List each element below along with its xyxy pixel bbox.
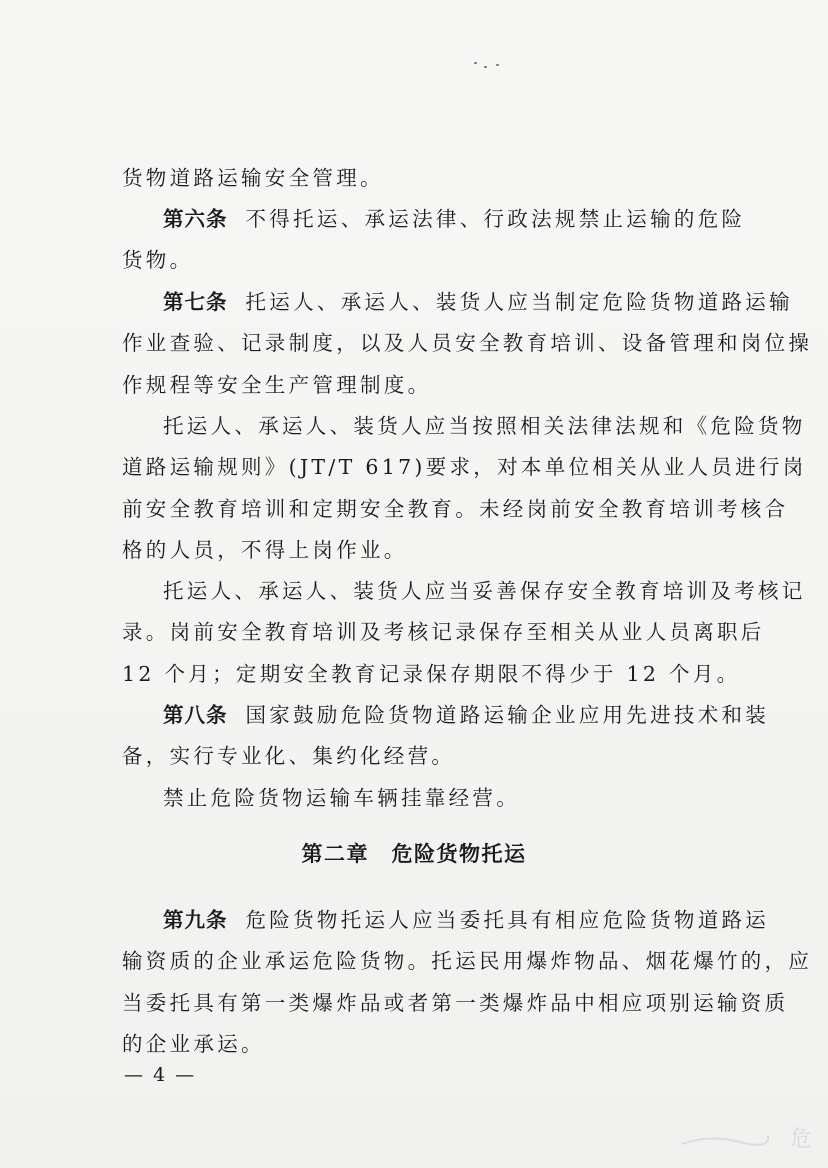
text-line (122, 199, 746, 240)
article-9 (122, 900, 813, 1065)
article-7-paragraph-3 (122, 571, 806, 695)
article-text: 不得托运、承运法律、行政法规禁止运输的危险 (245, 207, 746, 231)
text-line: 托运人、承运人、装货人应当按照相关法律法规和《危险货物 (163, 414, 806, 438)
text-line (122, 900, 770, 941)
text-line: 禁止危险货物运输车辆挂靠经营。 (163, 786, 520, 810)
text-line: 托运人、承运人、装货人应当妥善保存安全教育培训及考核记 (163, 579, 806, 603)
article-8-paragraph-2 (122, 778, 732, 819)
article-7 (122, 282, 813, 406)
watermark-swoosh-icon (680, 1122, 770, 1152)
text-line: 录。岗前安全教育培训及考核记录保存至相关从业人员离职后 (122, 620, 765, 645)
text-line: 作规程等安全生产管理制度。 (122, 372, 432, 397)
text-line: 道路运输规则》(JT/T 617)要求，对本单位相关从业人员进行岗 (122, 455, 807, 480)
text-line: 当委托具有第一类爆炸品或者第一类爆炸品中相应项别运输资质 (122, 990, 789, 1015)
text-line: 备，实行专业化、集约化经营。 (122, 744, 456, 769)
article-text: 危险货物托运人应当委托具有相应危险货物道路运 (245, 908, 770, 932)
article-text: 托运人、承运人、装货人应当制定危险货物道路运输 (245, 290, 793, 314)
page-number: — 4 — (124, 1064, 197, 1086)
text-line: 前安全教育培训和定期安全教育。未经岗前安全教育培训考核合 (122, 496, 789, 521)
text-line: 货物。 (122, 248, 194, 273)
article-label: 第九条 (163, 908, 228, 932)
text-line: 格的人员，不得上岗作业。 (122, 537, 408, 562)
scan-specks (470, 60, 510, 72)
article-label: 第六条 (163, 207, 228, 231)
article-text: 国家鼓励危险货物道路运输企业应用先进技术和装 (245, 703, 770, 727)
article-label: 第七条 (163, 290, 228, 314)
article-7-paragraph-2 (122, 406, 807, 571)
text-line (122, 695, 770, 736)
text-line: 输资质的企业承运危险货物。托运民用爆炸物品、烟花爆竹的，应 (122, 949, 813, 974)
article-label: 第八条 (163, 703, 228, 727)
article-8 (122, 695, 770, 778)
text-line: 的企业承运。 (122, 1031, 265, 1056)
chapter-heading: 第二章 危险货物托运 (301, 841, 527, 866)
text-line: 12 个月；定期安全教育记录保存期限不得少于 12 个月。 (122, 661, 741, 686)
article-6 (122, 199, 746, 282)
watermark-logo (680, 1120, 820, 1154)
watermark-text: 危 (790, 1127, 815, 1152)
text-line: 货物道路运输安全管理。 (122, 166, 384, 190)
text-line: 作业查验、记录制度，以及人员安全教育培训、设备管理和岗位操 (122, 331, 813, 356)
paragraph-continuation (122, 158, 732, 199)
text-line (122, 282, 793, 323)
